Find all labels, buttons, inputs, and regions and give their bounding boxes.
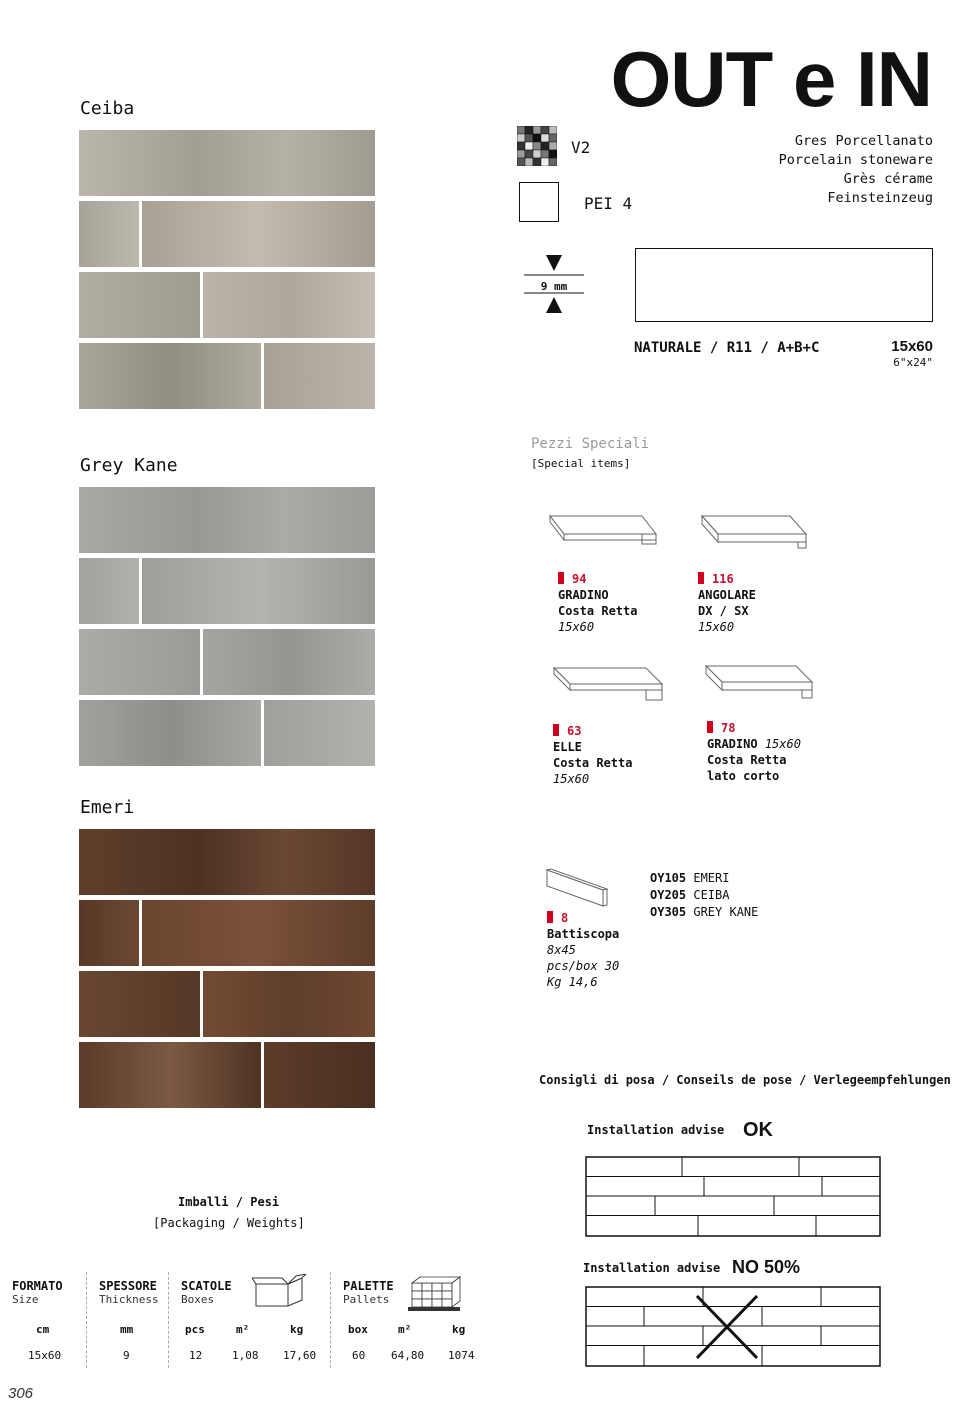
material-it: Gres Porcellanato xyxy=(794,133,933,149)
special-code xyxy=(553,723,632,739)
code-marker xyxy=(707,721,713,733)
plank xyxy=(79,487,375,553)
value-pallet-kg: 1074 xyxy=(448,1349,475,1362)
divider xyxy=(86,1272,87,1368)
format-shape xyxy=(635,248,933,322)
tile-sample-emeri xyxy=(79,829,375,1111)
special-item-78 xyxy=(707,720,801,784)
code-list xyxy=(650,870,758,921)
special-code xyxy=(698,571,756,587)
gradino-short-icon xyxy=(702,662,818,702)
product-color: CEIBA xyxy=(693,888,730,902)
code-marker xyxy=(698,572,704,584)
group-scatole xyxy=(181,1279,232,1306)
plank xyxy=(79,558,139,624)
special-line2: Costa Retta xyxy=(558,604,638,618)
shade-variation-label: V2 xyxy=(571,138,591,157)
material-de: Feinsteinzeug xyxy=(827,190,933,206)
pallet-icon xyxy=(406,1275,464,1317)
box-icon xyxy=(252,1274,308,1312)
special-line1: ANGOLARE xyxy=(698,588,756,602)
plank xyxy=(79,629,200,695)
code-marker xyxy=(547,911,553,923)
group-title: SPESSORE xyxy=(99,1279,157,1293)
color-name-ceiba: Ceiba xyxy=(80,98,135,119)
plank xyxy=(142,900,375,966)
plank xyxy=(264,1042,375,1108)
plank xyxy=(264,343,375,409)
unit-box-m2: m² xyxy=(236,1323,250,1336)
skirting-weight: Kg 14,6 xyxy=(547,975,598,989)
thickness-value: 9 mm xyxy=(540,280,568,293)
special-line1-size: 15x60 xyxy=(764,737,801,751)
battiscopa-icon xyxy=(543,866,613,910)
plank xyxy=(79,971,200,1037)
special-line1: GRADINO xyxy=(558,588,609,602)
special-code-78: 78 xyxy=(721,721,736,735)
special-code-116: 116 xyxy=(712,572,734,586)
special-item-116 xyxy=(698,571,756,635)
shade-variation-icon xyxy=(517,126,557,170)
install-no-pattern xyxy=(585,1286,881,1371)
code-marker xyxy=(553,724,559,736)
install-ok-label: Installation advise xyxy=(587,1123,725,1137)
elle-icon xyxy=(550,664,666,704)
plank xyxy=(79,900,139,966)
special-code-63: 63 xyxy=(567,724,582,738)
plank xyxy=(264,700,375,766)
material-en: Porcelain stoneware xyxy=(778,152,933,168)
value-thickness: 9 xyxy=(123,1349,130,1362)
finish-spec: NATURALE / R11 / A+B+C xyxy=(634,340,820,356)
group-formato xyxy=(12,1279,63,1306)
value-size: 15x60 xyxy=(28,1349,62,1362)
unit-pallet-m2: m² xyxy=(398,1323,412,1336)
code-row xyxy=(650,904,758,921)
install-ok-pattern xyxy=(585,1156,881,1241)
plank xyxy=(203,629,375,695)
packaging-subtitle: [Packaging / Weights] xyxy=(153,1216,305,1230)
plank xyxy=(79,829,375,895)
unit-mm: mm xyxy=(120,1323,134,1336)
plank xyxy=(203,971,375,1037)
special-item-8 xyxy=(547,910,619,990)
install-no-label: Installation advise xyxy=(583,1261,721,1275)
code-marker xyxy=(558,572,564,584)
special-size: 15x60 xyxy=(698,620,735,634)
special-code-94: 94 xyxy=(572,572,587,586)
special-line2: DX / SX xyxy=(698,604,749,618)
special-item-94 xyxy=(558,571,637,635)
packaging-title: Imballi / Pesi xyxy=(178,1195,280,1209)
special-code xyxy=(547,910,619,926)
plank xyxy=(142,201,375,267)
color-name-emeri: Emeri xyxy=(80,797,135,818)
code-row xyxy=(650,870,758,887)
product-code: OY305 xyxy=(650,905,687,919)
special-line2: Costa Retta xyxy=(553,756,633,770)
unit-box: box xyxy=(348,1323,368,1336)
skirting-pcs: pcs/box 30 xyxy=(547,959,620,973)
special-size: 15x60 xyxy=(558,620,595,634)
value-pcs: 12 xyxy=(189,1349,203,1362)
material-fr: Grès cérame xyxy=(843,171,933,187)
special-item-63 xyxy=(553,723,632,787)
material-list xyxy=(779,132,933,208)
product-code: OY205 xyxy=(650,888,687,902)
value-pallet-m2: 64,80 xyxy=(391,1349,425,1362)
group-sub: Pallets xyxy=(343,1293,390,1306)
plank xyxy=(203,272,375,338)
product-code: OY105 xyxy=(650,871,687,885)
install-title: Consigli di posa / Conseils de pose / Verlegeempfehlungen xyxy=(539,1073,951,1087)
tile-sample-grey-kane xyxy=(79,487,375,769)
group-palette xyxy=(343,1279,394,1306)
special-code xyxy=(707,720,801,736)
color-name-grey-kane: Grey Kane xyxy=(80,455,178,476)
special-line3: lato corto xyxy=(707,769,780,783)
group-title: PALETTE xyxy=(343,1279,394,1293)
install-ok: OK xyxy=(743,1119,773,1141)
special-items-title: Pezzi Speciali xyxy=(531,436,650,452)
unit-pcs: pcs xyxy=(185,1323,205,1336)
angolare-icon xyxy=(698,512,812,550)
unit-pallet-kg: kg xyxy=(452,1323,466,1336)
gradino-icon xyxy=(546,512,660,546)
code-row xyxy=(650,887,758,904)
value-box-kg: 17,60 xyxy=(283,1349,317,1362)
special-code-8: 8 xyxy=(561,911,569,925)
group-spessore xyxy=(99,1279,159,1306)
special-code xyxy=(558,571,637,587)
plank xyxy=(79,130,375,196)
skirting-size: 8x45 xyxy=(547,943,576,957)
group-title: FORMATO xyxy=(12,1279,63,1293)
plank xyxy=(79,272,200,338)
value-box-m2: 1,08 xyxy=(232,1349,259,1362)
group-sub: Boxes xyxy=(181,1293,215,1306)
tile-sample-ceiba xyxy=(79,130,375,412)
page-title: OUT e IN xyxy=(610,35,932,123)
unit-cm: cm xyxy=(36,1323,50,1336)
group-sub: Thickness xyxy=(99,1293,159,1306)
special-items-subtitle: [Special items] xyxy=(531,457,631,470)
install-no: NO 50% xyxy=(732,1257,801,1277)
special-line1 xyxy=(707,736,801,752)
plank xyxy=(79,343,261,409)
format-size: 15x60 xyxy=(891,338,933,355)
divider xyxy=(168,1272,169,1368)
group-title: SCATOLE xyxy=(181,1279,232,1293)
skirting-name: Battiscopa xyxy=(547,927,620,941)
value-box: 60 xyxy=(352,1349,366,1362)
special-size: 15x60 xyxy=(553,772,590,786)
plank xyxy=(79,201,139,267)
special-line2: Costa Retta xyxy=(707,753,787,767)
format-size-inches: 6"x24" xyxy=(893,356,933,369)
pei-label: PEI 4 xyxy=(584,194,633,213)
page-number: 306 xyxy=(8,1385,34,1402)
unit-box-kg: kg xyxy=(290,1323,304,1336)
plank xyxy=(79,700,261,766)
pei-icon xyxy=(519,182,559,222)
product-color: EMERI xyxy=(693,871,730,885)
divider xyxy=(330,1272,331,1368)
group-sub: Size xyxy=(12,1293,39,1306)
special-line1-text: GRADINO xyxy=(707,737,758,751)
plank xyxy=(142,558,375,624)
plank xyxy=(79,1042,261,1108)
product-color: GREY KANE xyxy=(693,905,759,919)
special-line1: ELLE xyxy=(553,740,582,754)
